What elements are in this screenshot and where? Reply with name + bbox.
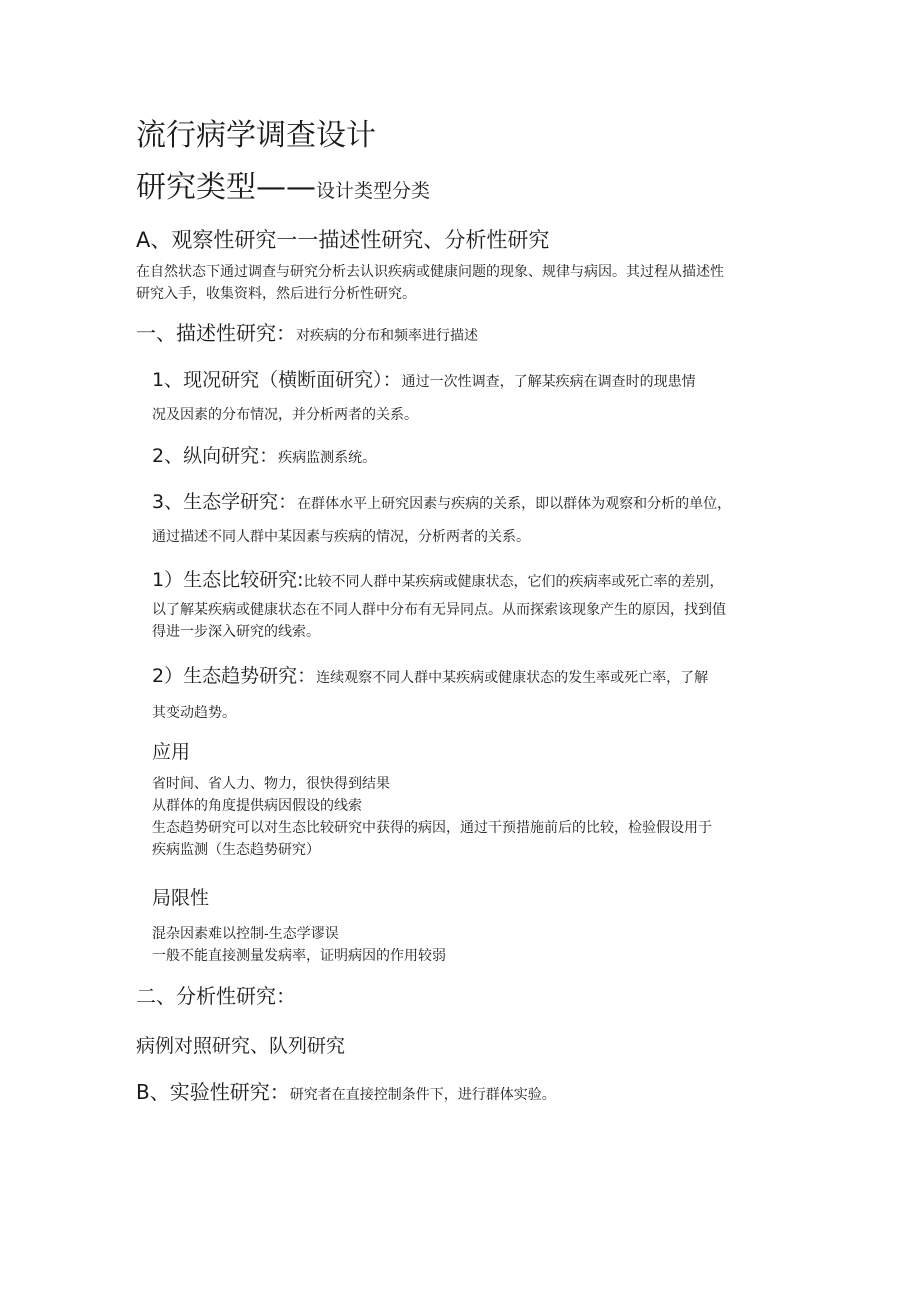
item-ecological-cont: 通过描述不同人群中某因素与疾病的情况，分析两者的关系。 — [152, 529, 530, 545]
analytical-heading: 二、分析性研究： — [136, 984, 296, 1008]
item-label: 2、纵向研究： — [152, 445, 279, 467]
sub-ecological-comparison-cont — [152, 599, 726, 643]
section-b — [136, 1078, 556, 1108]
sub-label: 1）生态比较研究: — [152, 569, 304, 591]
application-item: 省时间、省人力、物力，很快得到结果 — [152, 776, 390, 792]
item-ecological — [152, 488, 731, 517]
sub-text-line: 得进一步深入研究的线索。 — [152, 624, 320, 640]
sub-ecological-trend-cont: 其变动趋势。 — [152, 705, 236, 721]
application-item: 从群体的角度提供病因假设的线索 — [152, 798, 362, 814]
application-item: 疾病监测（生态趋势研究） — [152, 842, 320, 858]
descriptive-heading — [136, 319, 478, 350]
limitation-item: 一般不能直接测量发病率，证明病因的作用较弱 — [152, 948, 446, 964]
limitation-heading: 局限性 — [152, 887, 210, 909]
section-a-desc-line: 在自然状态下通过调查与研究分析去认识疾病或健康问题的现象、规律与病因。其过程从描述性 — [136, 264, 724, 280]
limitation-item: 混杂因素难以控制-生态学谬误 — [152, 926, 339, 942]
sub-ecological-trend — [152, 662, 708, 691]
item-cross-sectional — [152, 366, 696, 395]
application-heading: 应用 — [152, 741, 191, 763]
limitation-list — [152, 923, 446, 967]
section-a-desc-line: 研究入手，收集资料，然后进行分析性研究。 — [136, 286, 416, 302]
sub-text-line: 以了解某疾病或健康状态在不同人群中分布有无异同点。从而探索该现象产生的原因，找到值 — [152, 602, 726, 618]
item-label: 3、生态学研究： — [152, 491, 298, 513]
item-text: 通过一次性调查，了解某疾病在调查时的现患情 — [401, 374, 696, 390]
sub-ecological-comparison — [152, 566, 724, 595]
sub-text: 比较不同人群中某疾病或健康状态，它们的疾病率或死亡率的差别， — [303, 574, 724, 590]
analytical-types: 病例对照研究、队列研究 — [136, 1035, 346, 1057]
subtitle-main: 研究类型—— — [136, 170, 316, 205]
item-longitudinal — [152, 442, 376, 471]
sub-text: 连续观察不同人群中某疾病或健康状态的发生率或死亡率，了解 — [316, 670, 709, 686]
item-text: 在群体水平上研究因素与疾病的关系，即以群体为观察和分析的单位， — [297, 496, 732, 512]
sub-label: 2）生态趋势研究： — [152, 665, 317, 687]
descriptive-heading-note: 对疾病的分布和频率进行描述 — [296, 328, 478, 344]
section-b-text: 研究者在直接控制条件下，进行群体实验。 — [289, 1087, 556, 1103]
subtitle-small: 设计类型分类 — [316, 180, 431, 202]
item-label: 1、现况研究（横断面研究）： — [152, 369, 402, 391]
section-a-heading: A、观察性研究一一描述性研究、分析性研究 — [136, 228, 550, 252]
doc-title: 流行病学调查设计 — [136, 118, 376, 153]
doc-subtitle — [136, 170, 430, 210]
item-cross-sectional-cont: 况及因素的分布情况，并分析两者的关系。 — [152, 407, 418, 423]
section-a-description — [136, 261, 724, 305]
application-list — [152, 773, 712, 861]
descriptive-heading-label: 一、描述性研究： — [136, 321, 296, 345]
section-b-label: B、实验性研究： — [136, 1080, 290, 1104]
item-text: 疾病监测系统。 — [278, 450, 377, 466]
application-item: 生态趋势研究可以对生态比较研究中获得的病因，通过干预措施前后的比较，检验假设用于 — [152, 820, 712, 836]
